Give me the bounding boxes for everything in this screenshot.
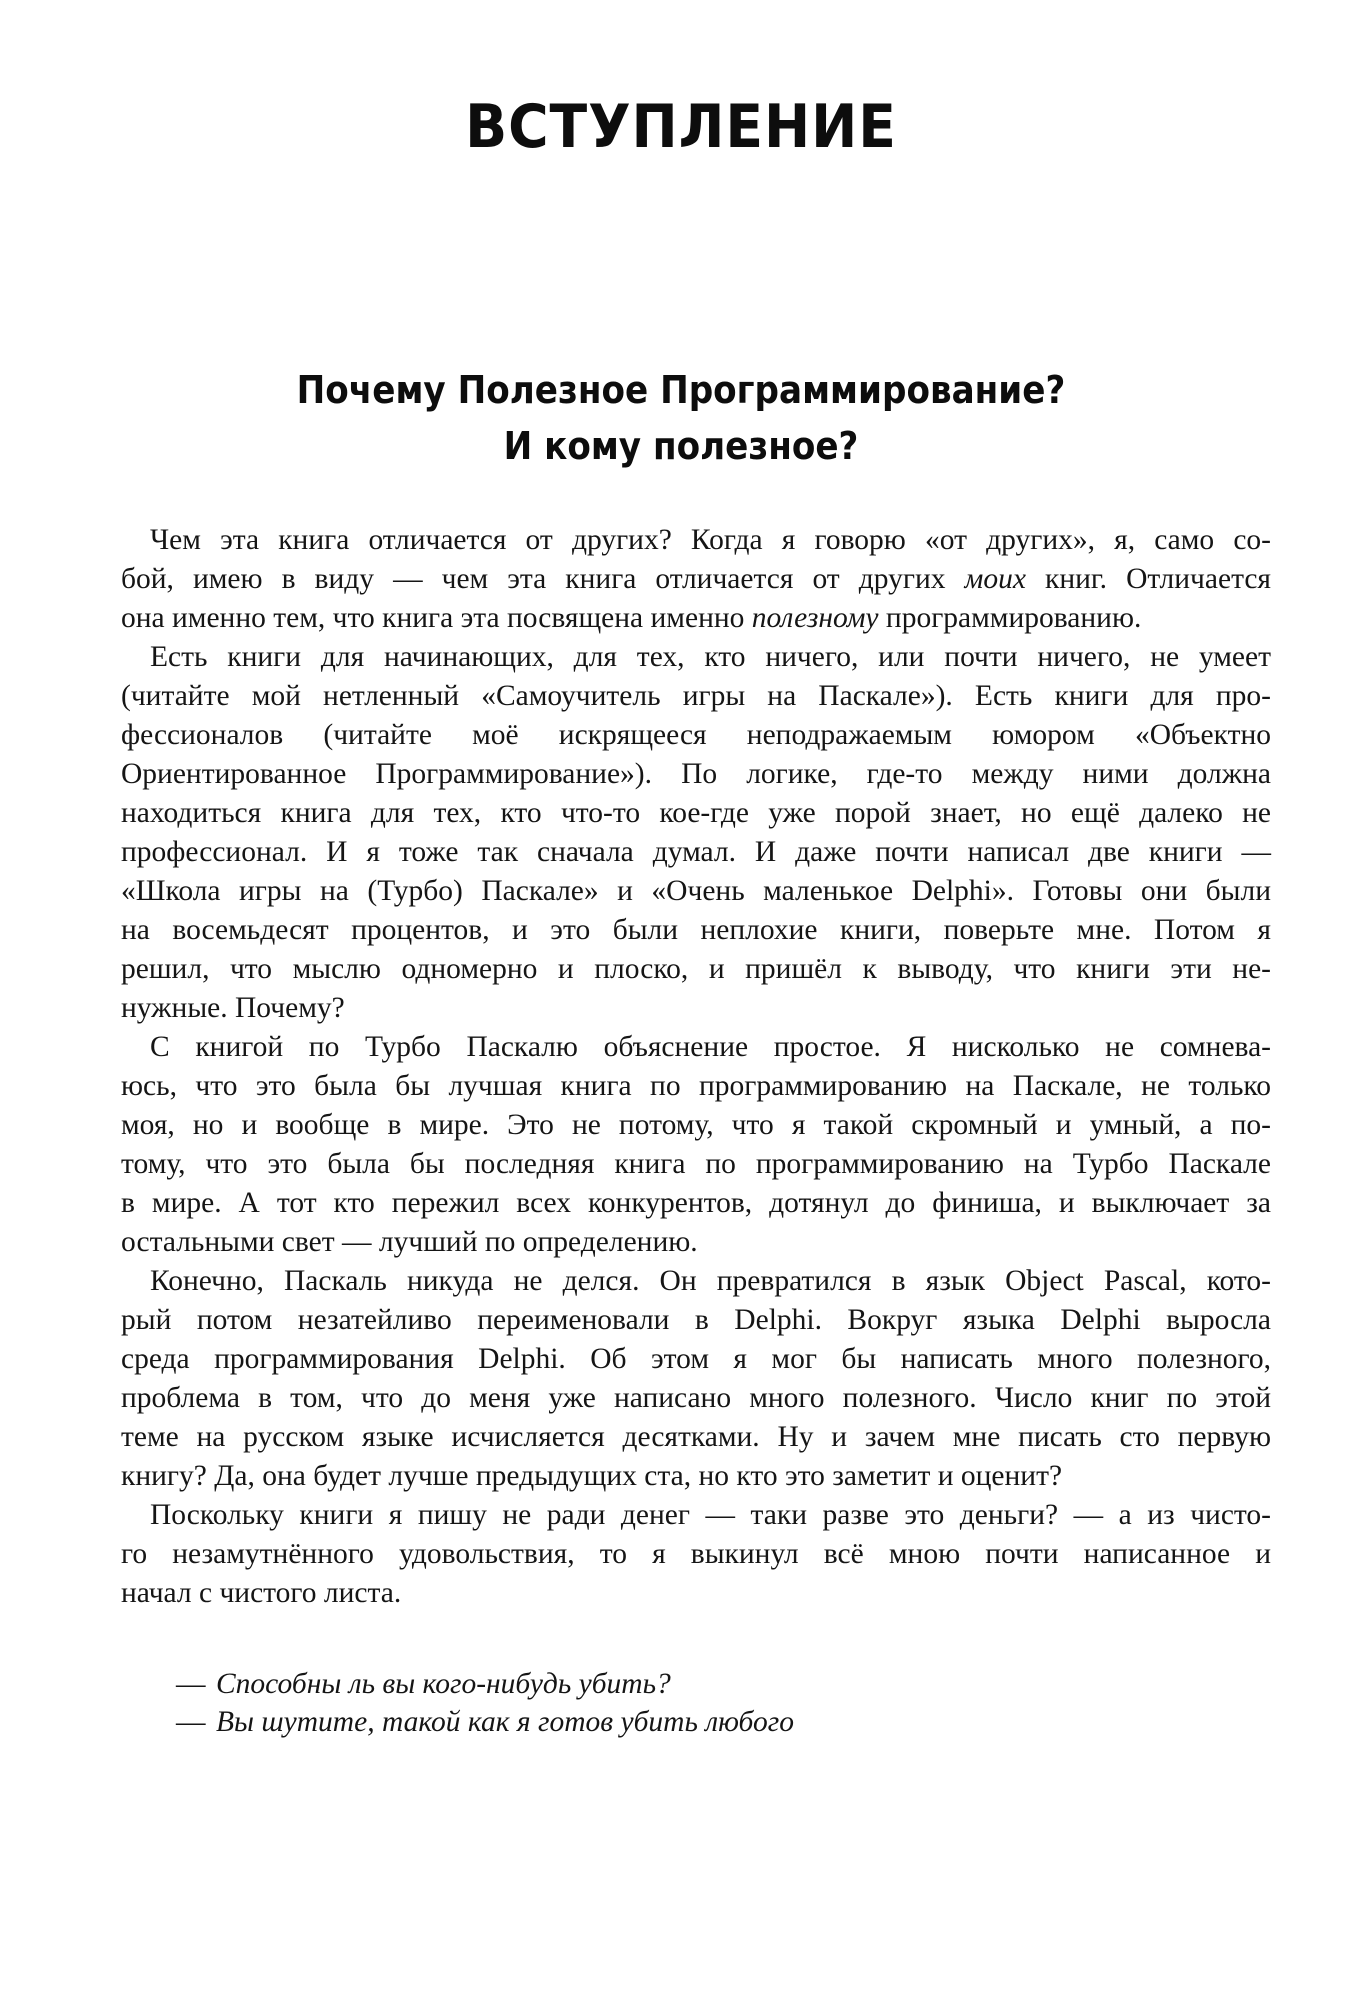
paragraph	[121, 638, 1271, 1028]
text-run: среда программирования Delphi. Об этом я мог бы написать много полезного,	[121, 1343, 1271, 1375]
emphasis-text: моих	[964, 563, 1026, 595]
dialogue-dash: —	[176, 1668, 206, 1700]
text-line	[121, 1106, 1271, 1145]
text-line	[121, 989, 1271, 1028]
text-line	[121, 950, 1271, 989]
text-line	[121, 1418, 1271, 1457]
text-line	[121, 755, 1271, 794]
text-run: «Школа игры на (Турбо) Паскале» и «Очень маленькое Delphi». Готовы они были	[121, 875, 1271, 907]
text-line	[121, 1301, 1271, 1340]
body-text	[121, 521, 1271, 1613]
text-run: юсь, что это была бы лучшая книга по программированию на Паскале, не только	[121, 1070, 1271, 1102]
text-run: Ориентированное Программирование»). По логике, где-то между ними должна	[121, 758, 1271, 790]
text-line	[121, 677, 1271, 716]
section-title-line-1: Почему Полезное Программирование?	[296, 368, 1066, 412]
text-line	[121, 1145, 1271, 1184]
text-line	[121, 1262, 1271, 1301]
text-line	[121, 716, 1271, 755]
text-line	[121, 1028, 1271, 1067]
text-line	[121, 1067, 1271, 1106]
text-line	[121, 911, 1271, 950]
text-run: решил, что мыслю одномерно и плоско, и пришёл к выводу, что книги эти не-	[121, 953, 1271, 985]
text-run: рый потом незатейливо переименовали в Delphi. Вокруг языка Delphi выросла	[121, 1304, 1271, 1336]
text-run: она именно тем, что книга эта посвящена именно	[121, 602, 752, 634]
dialogue-dash: —	[176, 1706, 206, 1738]
text-run: Конечно, Паскаль никуда не делся. Он превратился в язык Object Pascal, кото-	[150, 1265, 1271, 1297]
text-run: начал с чистого листа.	[121, 1577, 402, 1609]
text-run: моя, но и вообще в мире. Это не потому, что я такой скромный и умный, а по-	[121, 1109, 1271, 1141]
text-run: профессионал. И я тоже так сначала думал. И даже почти написал две книги —	[121, 836, 1271, 868]
text-line	[121, 521, 1271, 560]
text-line	[121, 1340, 1271, 1379]
text-run: книгу? Да, она будет лучше предыдущих ста, но кто это заметит и оценит?	[121, 1460, 1063, 1492]
text-run: фессионалов (читайте моё искрящееся неподражаемым юмором «Объектно	[121, 719, 1271, 751]
paragraph	[121, 521, 1271, 638]
text-line	[121, 1574, 1271, 1613]
dialogue-line	[176, 1703, 794, 1741]
text-run: нужные. Почему?	[121, 992, 345, 1024]
text-run: остальными свет — лучший по определению.	[121, 1226, 698, 1258]
text-run: С книгой по Турбо Паскалю объяснение простое. Я нисколько не сомнева-	[150, 1031, 1271, 1063]
text-line	[121, 1184, 1271, 1223]
text-run: в мире. А тот кто пережил всех конкурентов, дотянул до финиша, и выключает за	[121, 1187, 1271, 1219]
text-line	[121, 1535, 1271, 1574]
text-run: тому, что это была бы последняя книга по программированию на Турбо Паскале	[121, 1148, 1271, 1180]
dialogue-line	[176, 1665, 794, 1703]
text-line	[121, 638, 1271, 677]
text-line	[121, 560, 1271, 599]
text-run: находиться книга для тех, кто что-то кое-где уже порой знает, но ещё далеко не	[121, 797, 1271, 829]
text-line	[121, 872, 1271, 911]
text-run: бой, имею в виду — чем эта книга отличается от других	[121, 563, 965, 595]
text-run: программированию.	[878, 602, 1142, 634]
text-run: проблема в том, что до меня уже написано много полезного. Число книг по этой	[121, 1382, 1271, 1414]
text-line	[121, 1496, 1271, 1535]
text-run: Поскольку книги я пишу не ради денег — таки разве это деньги? — а из чисто-	[150, 1499, 1271, 1531]
paragraph	[121, 1262, 1271, 1496]
text-line	[121, 599, 1271, 638]
text-line	[121, 794, 1271, 833]
paragraph	[121, 1496, 1271, 1613]
dialogue-text: Способны ль вы кого-нибудь убить?	[216, 1668, 671, 1700]
emphasis-text: полезному	[751, 602, 879, 634]
text-line	[121, 833, 1271, 872]
dialogue-text: Вы шутите, такой как я готов убить любого	[216, 1706, 794, 1738]
text-run: (читайте мой нетленный «Самоучитель игры на Паскале»). Есть книги для про-	[121, 680, 1271, 712]
section-title-line-2: И кому полезное?	[503, 424, 859, 468]
chapter-title: ВСТУПЛЕНИЕ	[465, 92, 897, 162]
text-run: Чем эта книга отличается от других? Когда я говорю «от других», я, само со-	[150, 524, 1271, 556]
text-line	[121, 1457, 1271, 1496]
text-run: Есть книги для начинающих, для тех, кто ничего, или почти ничего, не умеет	[150, 641, 1271, 673]
text-run: на восемьдесят процентов, и это были неплохие книги, поверьте мне. Потом я	[121, 914, 1271, 946]
text-line	[121, 1379, 1271, 1418]
text-run: книг. Отличается	[1025, 563, 1271, 595]
section-title	[68, 362, 1294, 474]
epigraph-dialogue	[176, 1665, 794, 1741]
text-run: го незамутнённого удовольствия, то я выкинул всё мною почти написанное и	[121, 1538, 1271, 1570]
text-line	[121, 1223, 1271, 1262]
text-run: теме на русском языке исчисляется десятками. Ну и зачем мне писать сто первую	[121, 1421, 1271, 1453]
paragraph	[121, 1028, 1271, 1262]
